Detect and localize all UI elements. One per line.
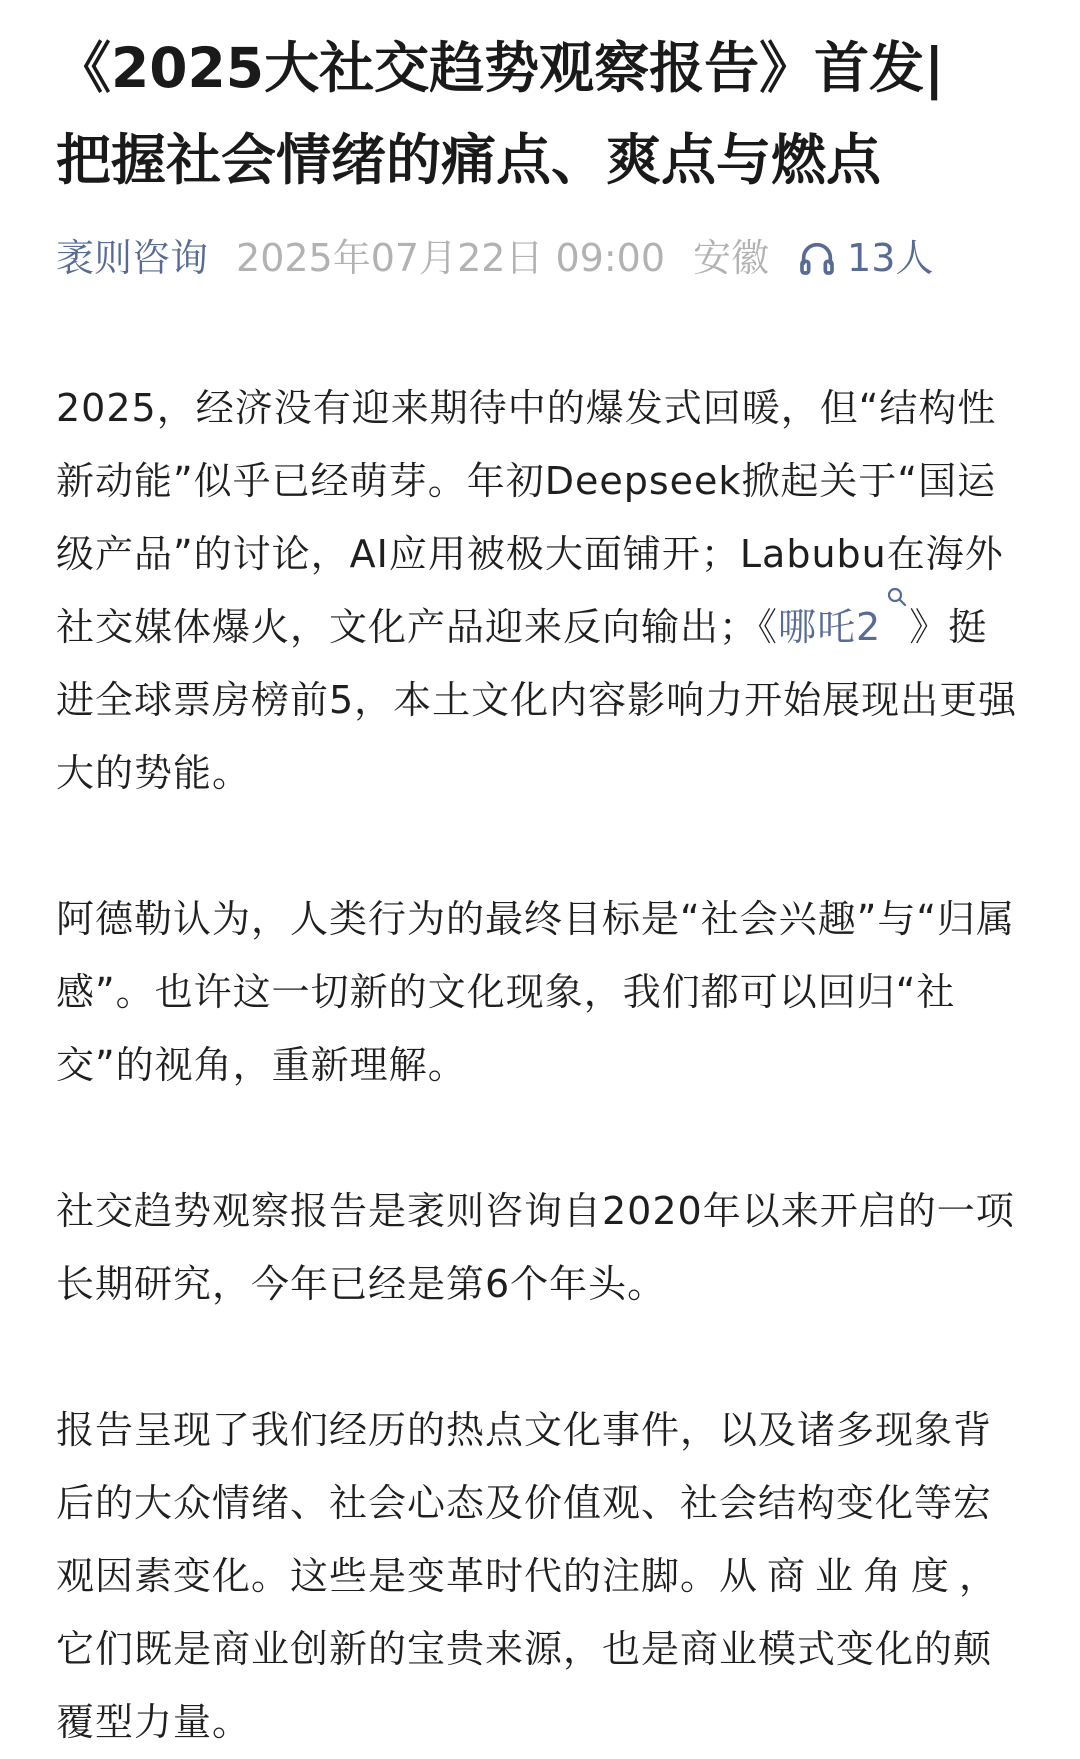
paragraph-4-text-c: 它们既是商业创新的宝贵来源，也是商业模式变化的颠覆型力量。	[56, 1627, 993, 1744]
paragraph-1-text-a: 2025，经济没有迎来期待中的爆发式回暖，但“结构性新动能”似乎已经萌芽。年初Deepseek掀起关于“国运级产品”的讨论，AI应用被极大面铺开；Labubu在海外社交媒体爆火，文化产品迎来反向输出；《	[56, 386, 1004, 649]
article-content	[56, 372, 1024, 1759]
publish-datetime: 2025年07月22日 09:00	[236, 236, 666, 280]
article-meta	[56, 228, 1024, 288]
search-link-label: 哪吒2	[778, 605, 882, 649]
search-link-nezha2[interactable]	[778, 591, 909, 664]
listen-count: 13人	[847, 236, 934, 280]
paragraph-4-text-a: 报告呈现了我们经历的热点文化事件，以及诸多现象背后的大众情绪、社会心态及价值观、社会结构变化等宏观因素变化。这些是变革时代的注脚。	[56, 1408, 993, 1598]
paragraph-4-text-b: 从商业角度，	[719, 1554, 1008, 1598]
paragraph-1	[56, 372, 1024, 810]
article-title	[56, 0, 1024, 206]
article-title-line-1: 《2025大社交趋势观察报告》首发|	[56, 36, 945, 100]
article-title-line-2: 把握社会情绪的痛点、爽点与燃点	[56, 128, 882, 192]
paragraph-1-text-b: 》挺进全球票房榜前5，本土文化内容影响力开始展现出更强大的势能。	[56, 605, 1018, 795]
publish-location: 安徽	[693, 236, 770, 280]
search-icon	[885, 585, 909, 609]
headphones-icon	[797, 238, 837, 278]
paragraph-4	[56, 1394, 1024, 1759]
paragraph-3: 社交趋势观察报告是袤则咨询自2020年以来开启的一项长期研究，今年已经是第6个年头。	[56, 1189, 1015, 1306]
account-name-link[interactable]: 袤则咨询	[56, 236, 209, 280]
paragraph-2: 阿德勒认为，人类行为的最终目标是“社会兴趣”与“归属感”。也许这一切新的文化现象，我们都可以回归“社交”的视角，重新理解。	[56, 897, 1016, 1087]
listen-button[interactable]	[797, 228, 933, 288]
